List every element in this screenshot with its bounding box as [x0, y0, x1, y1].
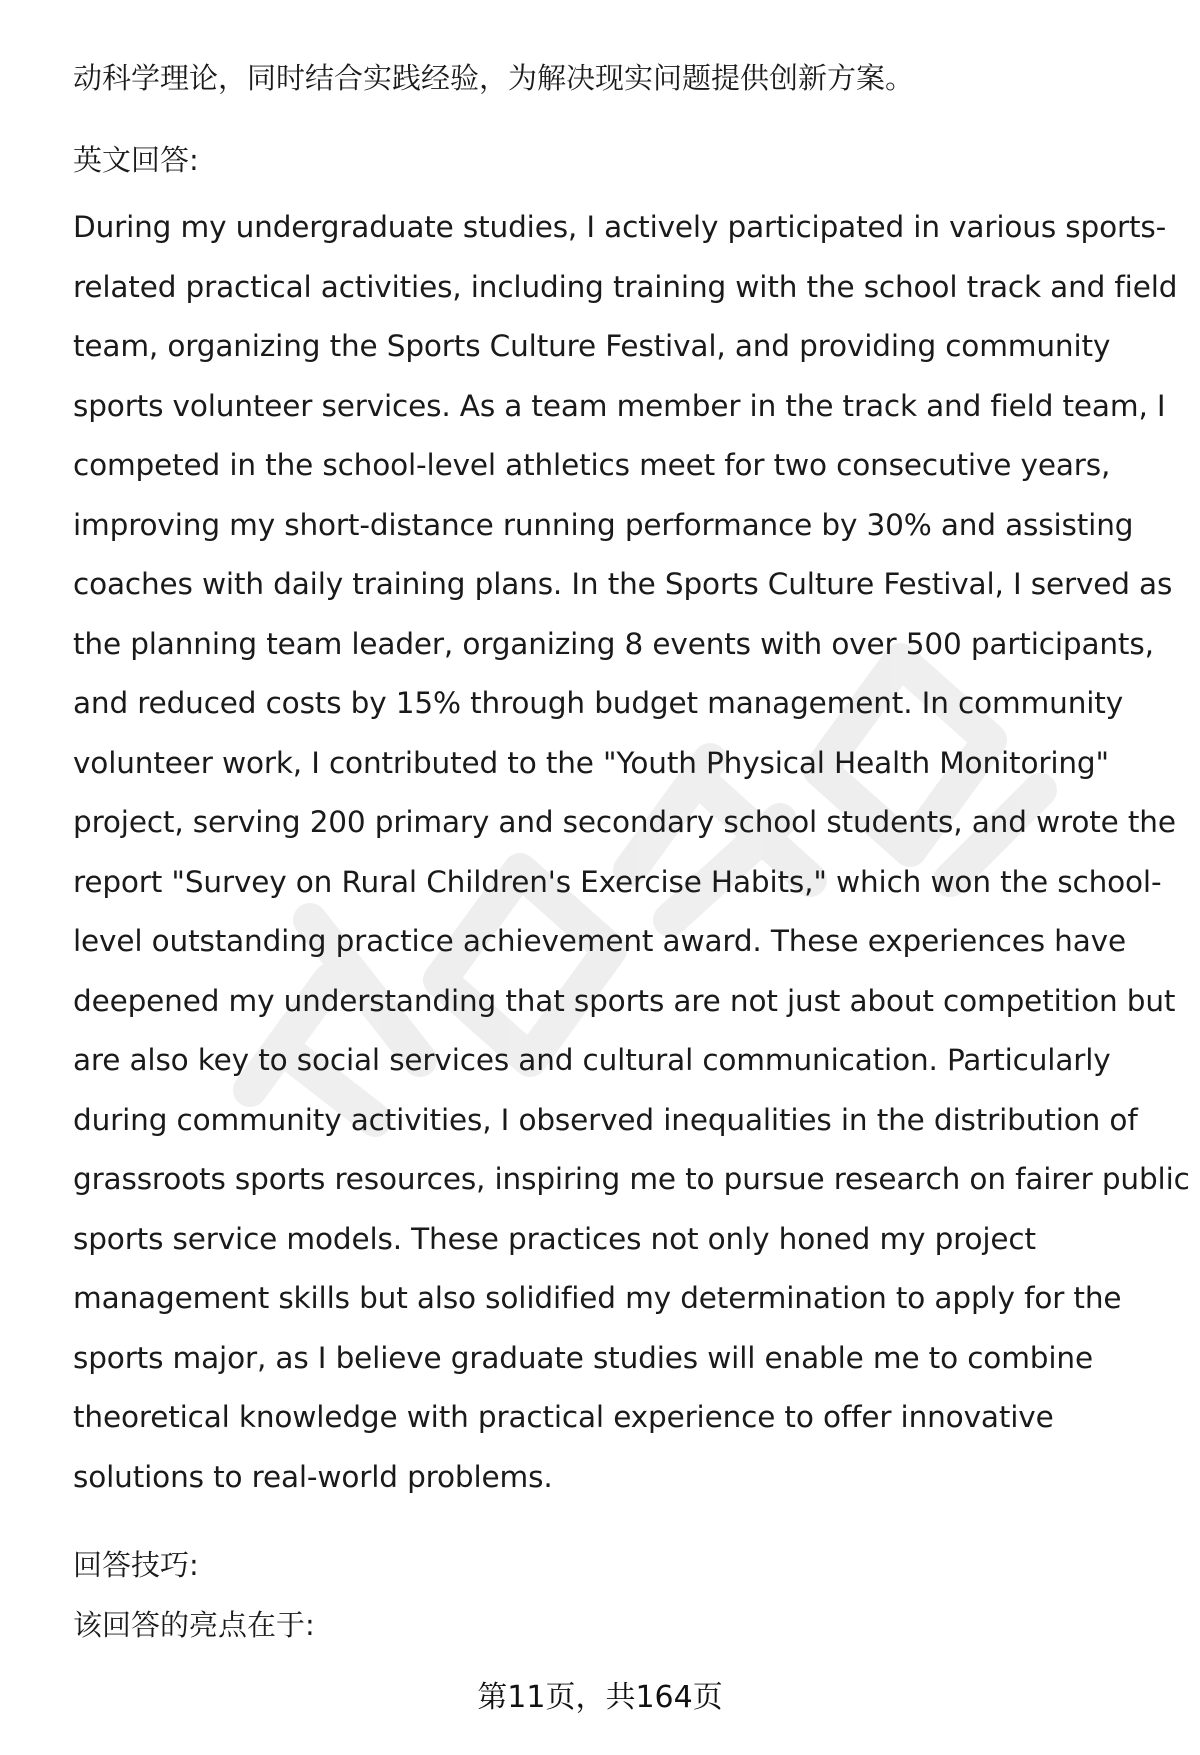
- section-spacer: [73, 1507, 1163, 1545]
- english-line: solutions to real-world problems.: [73, 1459, 553, 1494]
- english-line: the planning team leader, organizing 8 events with over 500 participants,: [73, 626, 1154, 661]
- english-answer-heading: 英文回答:: [73, 143, 199, 177]
- english-line: related practical activities, including training with the school track and field: [73, 269, 1178, 304]
- page-number-footer: 第11页，共164页: [477, 1680, 723, 1715]
- english-line: grassroots sports resources, inspiring me to pursue research on fairer public: [73, 1162, 1190, 1196]
- english-line: deepened my understanding that sports are not just about competition but: [73, 983, 1176, 1018]
- english-line: coaches with daily training plans. In the Sports Culture Festival, I served as: [73, 567, 1173, 601]
- english-line: theoretical knowledge with practical experience to offer innovative: [73, 1400, 1054, 1434]
- english-line: project, serving 200 primary and secondary school students, and wrote the: [73, 805, 1176, 839]
- highlights-intro: 该回答的亮点在于:: [73, 1608, 315, 1642]
- english-line: during community activities, I observed inequalities in the distribution of: [73, 1102, 1138, 1137]
- english-line: and reduced costs by 15% through budget management. In community: [73, 686, 1124, 720]
- english-line: management skills but also solidified my determination to apply for the: [73, 1281, 1122, 1315]
- english-answer-paragraph: [73, 198, 1190, 1507]
- chinese-lead-text: 动科学理论，同时结合实践经验，为解决现实问题提供创新方案。: [73, 61, 915, 95]
- english-line: sports service models. These practices not only honed my project: [73, 1221, 1036, 1256]
- english-line: competed in the school-level athletics meet for two consecutive years,: [73, 448, 1111, 482]
- document-body: [73, 58, 1190, 1645]
- english-line: improving my short-distance running performance by 30% and assisting: [73, 507, 1134, 542]
- english-line: are also key to social services and cultural communication. Particularly: [73, 1043, 1111, 1077]
- english-line: level outstanding practice achievement award. These experiences have: [73, 924, 1126, 958]
- english-line: volunteer work, I contributed to the "Youth Physical Health Monitoring": [73, 745, 1109, 780]
- answer-tips-heading: 回答技巧:: [73, 1548, 199, 1582]
- english-line: report "Survey on Rural Children's Exercise Habits," which won the school-: [73, 864, 1162, 899]
- english-line: sports major, as I believe graduate studies will enable me to combine: [73, 1340, 1093, 1375]
- english-line: During my undergraduate studies, I actively participated in various sports-: [73, 210, 1167, 244]
- english-line: team, organizing the Sports Culture Festival, and providing community: [73, 329, 1111, 363]
- english-line: sports volunteer services. As a team member in the track and field team, I: [73, 388, 1166, 423]
